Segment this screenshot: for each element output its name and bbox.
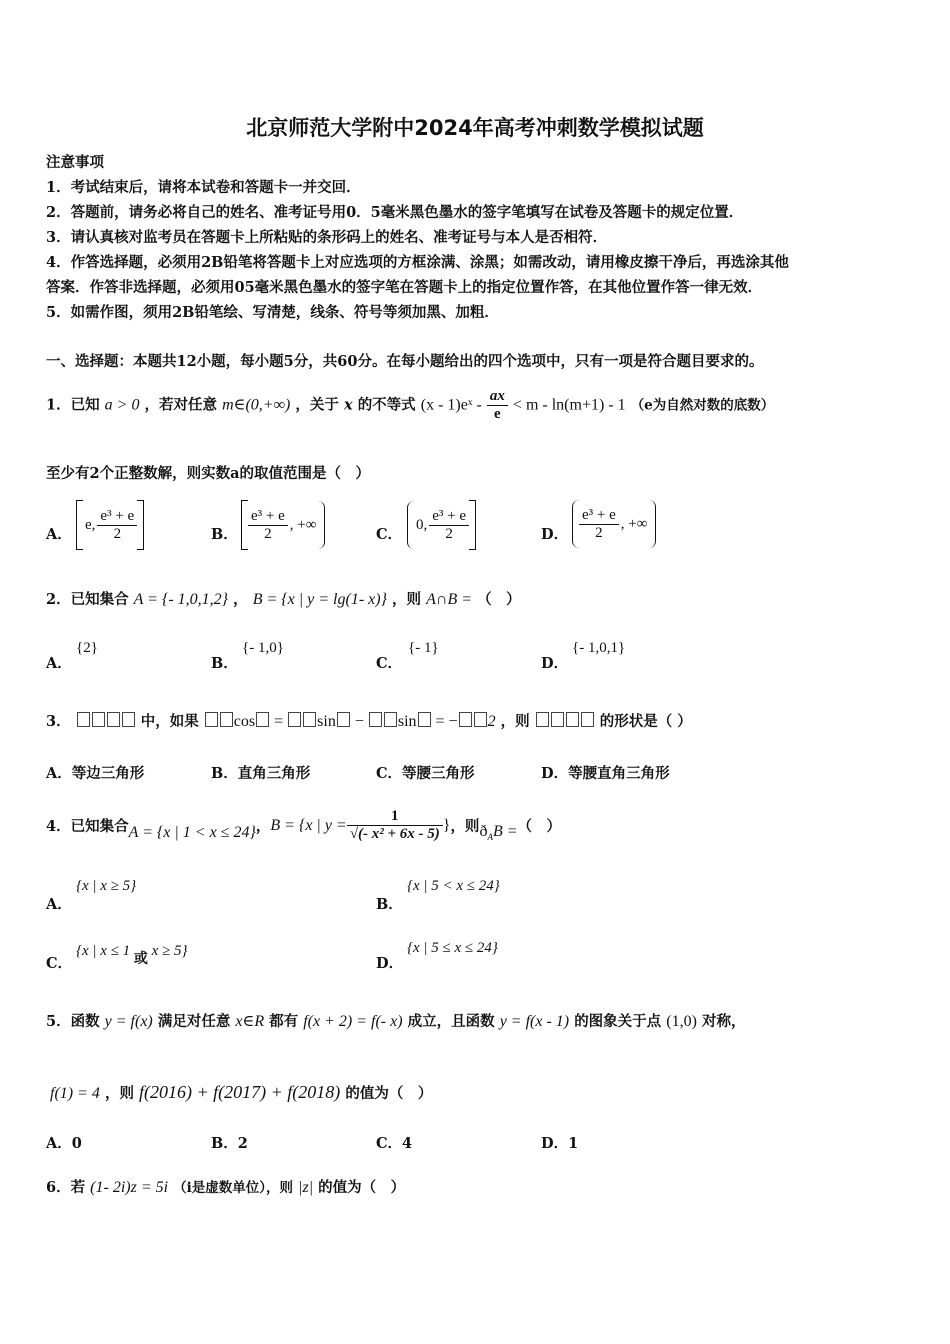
q5-b-value: 2 [237,1135,248,1152]
page-title: 北京师范大学附中2024年高考冲刺数学模拟试题 [246,116,704,140]
q5-d-value: 1 [568,1135,579,1152]
q4-complement-sub: A [487,832,493,843]
q5-number: 5．函数 [46,1013,100,1030]
q2-option-d-label[interactable]: D． [541,655,569,672]
notice-item: 2．答题前，请务必将自己的姓名、准考证号用0．5毫米黑色墨水的签字笔填写在试卷及答题卡的规定位置． [46,204,744,221]
q2-set-b: B = {x | y = lg(1- x)} [252,591,387,608]
q1-text: ，若对任意 [144,396,218,414]
q3-d-value: 等腰直角三角形 [568,765,670,782]
q3-eq-equals: = [270,713,288,730]
q1-d-num: e³ + e [579,507,619,525]
q4-option-d-label[interactable]: D． [376,955,404,972]
question-5-line2 [50,1082,432,1103]
missing-glyph-icon [369,712,382,727]
q1-b-num: e³ + e [248,508,288,526]
q1-a-left: e, [85,516,96,533]
bracket-right [137,500,144,550]
q6-eq: (1- 2i)z = 5i [90,1179,169,1196]
q1-b-right: , +∞ [289,516,317,533]
missing-glyph-icon [77,712,90,727]
paren-left [572,500,579,548]
q3-number: 3． [46,713,71,730]
q2-option-a-label[interactable]: A． [46,655,72,672]
q4-set-a: A = {x | 1 < x ≤ 24} [128,823,256,841]
q5-c-label: C． [376,1135,403,1152]
q3-eq-equals-neg: = − [431,713,458,730]
question-6 [46,1176,405,1197]
q1-text: ，关于 [295,396,339,414]
q1-fraction [487,388,508,423]
q1-cond-m: m∈(0,+∞) [222,396,291,414]
q2-comma: ， [233,591,248,608]
q1-frac-num: ax [487,388,508,406]
question-2 [46,588,521,609]
q1-ineq-right: < m - ln(m+1) - 1 [512,396,626,414]
q6-text: （i是虚数单位），则 [173,1180,294,1196]
q1-var-x: x [343,396,353,414]
bracket-left [76,500,83,550]
q4-option-d-value[interactable]: {x | 5 ≤ x ≤ 24} [407,940,498,956]
q5-text: 都有 [269,1013,299,1030]
q4-complement-symbol: ð [479,822,488,840]
q4-option-c-value[interactable] [76,940,188,967]
q5-option-b[interactable] [211,1132,248,1153]
missing-glyph-icon [384,712,397,727]
q5-option-a[interactable] [46,1132,82,1153]
missing-glyph-icon [551,712,564,727]
q4-number: 4．已知集合 [46,818,129,835]
notice-heading: 注意事项 [46,154,104,171]
q4-fraction [347,808,443,843]
q5-text: ，则 [104,1085,134,1102]
q2-text: ，则 [392,591,422,608]
q1-d-den: 2 [595,524,603,541]
q1-option-c-value[interactable] [407,500,476,550]
q5-f4: y = f(x - 1) [499,1013,570,1030]
q1-b-den: 2 [264,525,272,542]
q4-option-a-label[interactable]: A． [46,896,72,913]
question-1 [46,388,774,423]
q1-cond-a: a > 0 [104,396,140,414]
q2-set-a: A = {- 1,0,1,2} [133,591,229,608]
q4-option-a-value[interactable]: {x | x ≥ 5} [76,878,137,894]
notice-block [46,150,906,325]
q2-option-b-label[interactable]: B． [211,655,238,672]
q4-comma: ， [255,818,271,835]
missing-glyph-icon [474,712,487,727]
q3-eq-cos: cos [233,713,256,730]
q1-option-b-value[interactable] [241,500,325,550]
q3-c-value: 等腰三角形 [402,765,475,782]
q3-eq-minus: − [350,713,368,730]
q4-c-part1: {x | x ≤ 1 [76,943,131,959]
q3-option-d[interactable] [541,762,670,783]
missing-glyph-icon [536,712,549,727]
q4-set-b-pre: B = {x | y = [270,816,347,834]
missing-glyph-icon [220,712,233,727]
q4-option-b-value[interactable]: {x | 5 < x ≤ 24} [407,878,500,894]
notice-item: 1．考试结束后，请将本试卷和答题卡一并交回． [46,179,361,196]
q5-c-value: 4 [402,1135,413,1152]
q3-d-label: D． [541,765,569,782]
q1-d-right: , +∞ [620,515,648,532]
q5-f2: x∈R [235,1013,265,1030]
q4-expr: B = [492,822,518,840]
q4-text: ，则 [450,818,480,835]
question-1-line2: 至少有2个正整数解，则实数a的取值范围是（ ） [46,465,370,482]
q1-d-frac [579,507,619,542]
section-heading: 一、选择题：本题共12小题，每小题5分，共60分。在每小题给出的四个选项中，只有一项是符合题目要求的。 [46,353,764,370]
q1-c-den: 2 [445,525,453,542]
q2-option-b-value[interactable]: {- 1,0} [242,640,284,656]
q4-set-b-post: } [442,816,451,834]
q1-option-c-label[interactable]: C． [376,526,403,543]
q5-b-label: B． [211,1135,238,1152]
q5-text: 成立，且函数 [407,1013,495,1030]
q2-option-c-value[interactable]: {- 1} [408,640,439,656]
q4-option-b-label[interactable]: B． [376,896,403,913]
q1-ineq-left: (x - 1)eˣ - [420,396,482,414]
q3-a-label: A． [46,765,72,782]
q3-eq-sin: sin [317,713,336,730]
missing-glyph-icon [256,712,269,727]
q3-option-c[interactable] [376,762,475,783]
q6-number: 6．若 [46,1179,86,1196]
q3-eq-2: 2 [487,713,496,730]
q3-b-label: B． [211,765,238,782]
q4-c-part2: x ≥ 5} [151,943,188,959]
q4-ask: （ ） [517,818,562,835]
q1-a-num: e³ + e [97,508,137,526]
missing-glyph-icon [205,712,218,727]
q2-ask: （ ） [477,591,521,608]
q1-note: （e为自然对数的底数） [630,397,775,414]
q1-number: 1．已知 [46,396,100,414]
missing-glyph-icon [418,712,431,727]
q5-a-value: 0 [71,1135,82,1152]
q1-a-den: 2 [113,525,122,542]
notice-item: 答案．作答非选择题，必须用05毫米黑色墨水的签字笔在答题卡上的指定位置作答，在其他位置作答一律无效． [46,279,763,296]
missing-glyph-icon [566,712,579,727]
q5-expr: f(2016) + f(2017) + f(2018) [139,1082,341,1102]
q1-a-frac [97,508,137,543]
q1-option-d-label[interactable]: D． [541,526,569,543]
q2-option-a-value[interactable]: {2} [76,640,98,656]
paren-right [649,500,656,548]
q2-expr: A∩B = [426,591,473,608]
q5-f1: y = f(x) [104,1013,153,1030]
q3-text: 中，如果 [140,713,199,730]
q3-option-b[interactable] [211,762,310,783]
q5-option-c[interactable] [376,1132,412,1153]
notice-item: 5．如需作图，须用2B铅笔绘、写清楚，线条、符号等须加黑、加粗． [46,304,499,321]
q3-text: ，则 [500,713,530,730]
q5-text: 满足对任意 [157,1013,231,1030]
question-4 [46,808,561,843]
notice-item: 4．作答选择题，必须用2B铅笔将答题卡上对应选项的方框涂满、涂黑；如需改动，请用橡皮擦干净后，再选涂其他 [46,254,789,271]
missing-glyph-icon [303,712,316,727]
q4-frac-den: √(- x² + 6x - 5) [349,826,440,842]
missing-glyph-icon [459,712,472,727]
question-3 [46,710,692,731]
q2-option-c-label[interactable]: C． [376,655,403,672]
q1-c-num: e³ + e [429,508,469,526]
q1-option-b-label[interactable]: B． [211,526,238,543]
missing-glyph-icon [107,712,120,727]
q1-option-a-label[interactable]: A． [46,526,72,543]
missing-glyph-icon [581,712,594,727]
q5-f3: f(x + 2) = f(- x) [303,1013,403,1030]
q2-number: 2．已知集合 [46,591,129,608]
q2-option-d-value[interactable]: {- 1,0,1} [572,640,626,656]
q3-c-label: C． [376,765,403,782]
q3-b-value: 直角三角形 [237,765,311,782]
paren-right [318,501,325,549]
q1-b-frac [248,508,288,543]
q3-a-value: 等边三角形 [71,765,145,782]
q5-ask: 的值为（ ） [345,1085,433,1102]
missing-glyph-icon [337,712,350,727]
q3-eq-sin: sin [397,713,417,730]
q3-text: 的形状是（ ） [599,713,692,730]
q5-given: f(1) = 4 [50,1085,100,1102]
q1-text: 的不等式 [357,396,416,414]
q4-frac-num: 1 [347,808,443,826]
q5-d-label: D． [541,1135,569,1152]
q1-option-a-value[interactable] [76,500,144,550]
q1-option-d-value[interactable] [572,500,656,548]
bracket-left [241,500,248,550]
q3-option-a[interactable] [46,762,144,783]
q1-c-left: 0, [416,516,428,533]
q5-option-d[interactable] [541,1132,578,1153]
q5-a-label: A． [46,1135,72,1152]
q6-abs-z: |z| [298,1179,314,1196]
question-5 [46,1010,745,1031]
q6-ask: 的值为（ ） [318,1179,406,1196]
q4-option-c-label[interactable]: C． [46,955,73,972]
notice-item: 3．请认真核对监考员在答题卡上所粘贴的条形码上的姓名、准考证号与本人是否相符． [46,229,608,246]
q5-f5: (1,0) [666,1013,697,1030]
bracket-right [469,500,476,550]
missing-glyph-icon [92,712,105,727]
missing-glyph-icon [122,712,135,727]
q1-frac-den: e [494,406,501,422]
q5-text: 的图象关于点 [574,1013,662,1030]
q4-c-or: 或 [133,951,148,967]
missing-glyph-icon [288,712,301,727]
paren-left [407,501,414,549]
q5-text: 对称， [701,1013,746,1030]
q1-c-frac [429,508,469,543]
